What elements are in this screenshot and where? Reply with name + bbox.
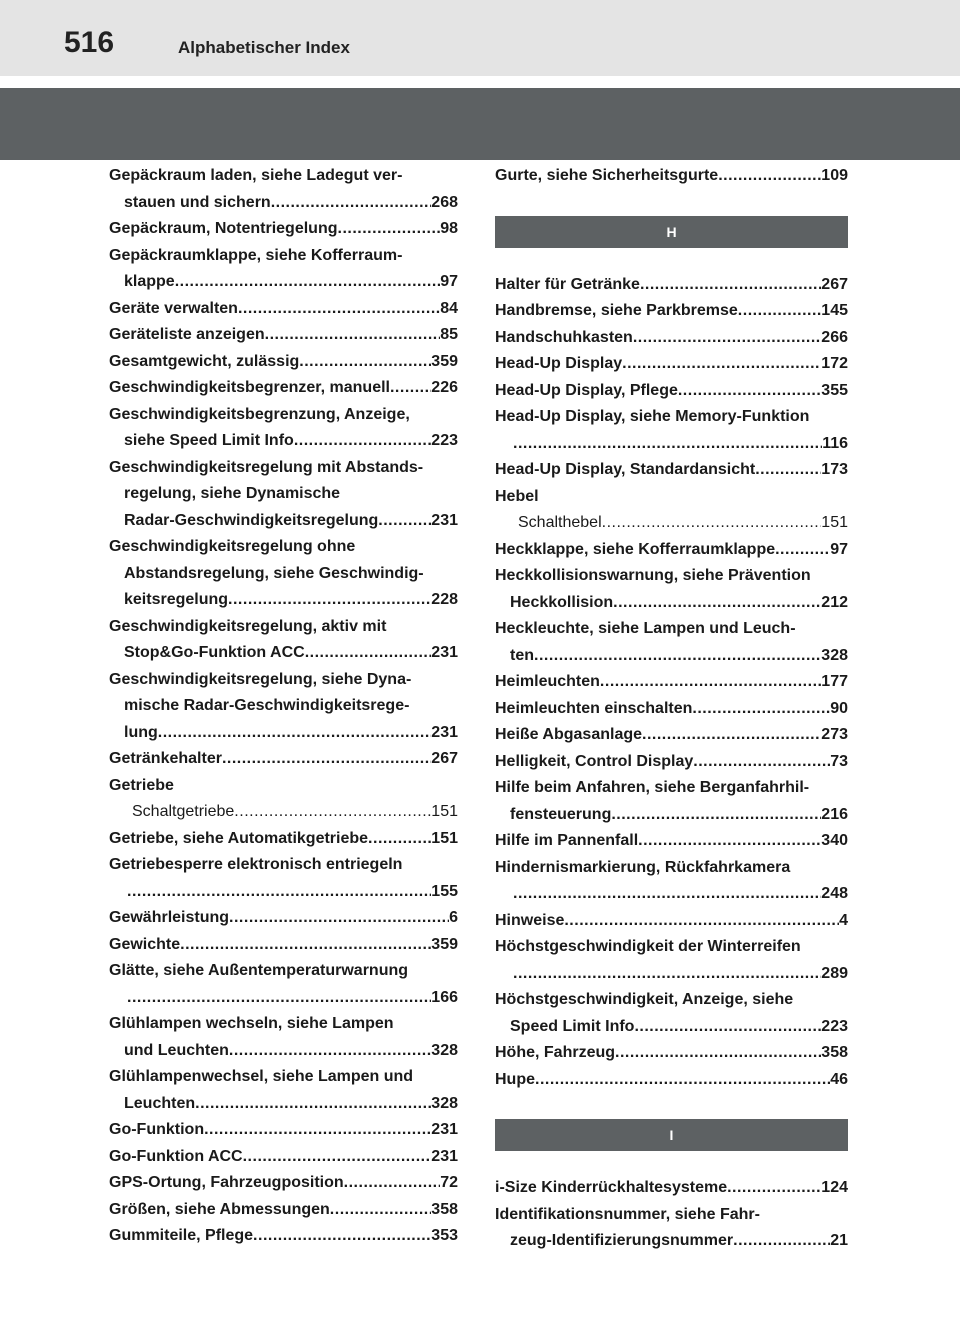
page-reference: 223 xyxy=(821,1017,848,1035)
page-reference: 72 xyxy=(440,1174,458,1191)
page-reference: 145 xyxy=(821,302,848,319)
index-entry-text: Größen, siehe Abmessungen xyxy=(109,1200,330,1218)
index-entry-text: Heimleuchten xyxy=(495,673,600,690)
index-entry-line xyxy=(495,431,848,458)
page-reference: 267 xyxy=(431,750,458,767)
page-reference: 328 xyxy=(431,1094,458,1112)
index-entry-line: Geschwindigkeitsregelung mit Abstands- xyxy=(109,458,424,476)
dot-leader xyxy=(693,749,830,776)
dot-leader xyxy=(175,269,441,296)
index-entry-text: stauen und sichern xyxy=(124,193,271,211)
index-section-i xyxy=(495,1175,848,1255)
index-entry-text: Speed Limit Info xyxy=(510,1017,635,1035)
index-entry-line xyxy=(109,1117,458,1144)
index-entry-line xyxy=(109,985,458,1012)
index-entry-line xyxy=(109,1170,458,1197)
index-entry-line xyxy=(495,1014,848,1041)
dot-leader xyxy=(564,908,839,935)
index-entry-line xyxy=(495,325,848,352)
index-entry-line: Geschwindigkeitsregelung, aktiv mit xyxy=(109,617,387,635)
page-reference: 84 xyxy=(440,299,458,317)
index-entry-text: Getriebe, siehe Automatikgetriebe xyxy=(109,829,369,847)
page-reference: 353 xyxy=(431,1227,458,1244)
page-reference: 358 xyxy=(431,1200,458,1218)
index-entry-text: Getränkehalter xyxy=(109,750,222,767)
index-entry-text: Handschuhkasten xyxy=(495,328,633,346)
index-entry-line xyxy=(109,428,458,455)
index-entry-line xyxy=(109,216,458,243)
page-reference: 151 xyxy=(821,514,848,531)
page-reference: 231 xyxy=(431,723,458,741)
page-reference: 359 xyxy=(431,935,458,953)
page-reference: 73 xyxy=(830,752,848,770)
dot-leader xyxy=(513,961,821,988)
index-entry-line xyxy=(109,1197,458,1224)
index-entry-line xyxy=(495,1228,848,1255)
index-entry-text: Hilfe im Pannenfall xyxy=(495,832,639,849)
index-entry-line xyxy=(495,828,848,855)
index-entry-line xyxy=(495,298,848,325)
page-reference: 97 xyxy=(440,273,458,290)
index-entry-text: Leuchten xyxy=(124,1094,196,1112)
index-entry-line xyxy=(109,322,458,349)
page-reference: 231 xyxy=(431,511,458,529)
index-entry-line: mische Radar-Geschwindigkeitsrege- xyxy=(124,697,410,714)
dot-leader xyxy=(638,828,821,855)
dot-leader xyxy=(390,375,431,402)
index-column-right xyxy=(495,163,848,1255)
dot-leader xyxy=(602,510,822,537)
page-reference: 98 xyxy=(440,220,458,237)
index-entry-line xyxy=(495,802,848,829)
index-entry-line xyxy=(495,908,848,935)
dot-leader xyxy=(344,1170,441,1197)
index-entry-line: Gepäckraum laden, siehe Ladegut ver- xyxy=(109,167,403,184)
index-entry-text: Gewährleistung xyxy=(109,909,230,926)
index-entry-text: siehe Speed Limit Info xyxy=(124,432,294,449)
index-entry-line xyxy=(109,879,458,906)
index-entry-line xyxy=(495,457,848,484)
index-entry-line xyxy=(495,1040,848,1067)
dot-leader xyxy=(733,1228,830,1255)
index-entry-line: Höchstgeschwindigkeit der Winterreifen xyxy=(495,938,801,955)
index-entry-line: Geschwindigkeitsbegrenzung, Anzeige, xyxy=(109,405,410,423)
page-reference: 359 xyxy=(431,352,458,370)
index-entry-line: Höchstgeschwindigkeit, Anzeige, siehe xyxy=(495,991,794,1008)
index-entry-line xyxy=(109,1144,458,1171)
index-entry-text: Handbremse, siehe Parkbremse xyxy=(495,302,738,319)
index-section-g-continued xyxy=(495,163,848,190)
dot-leader xyxy=(634,1014,821,1041)
index-entry-line xyxy=(495,881,848,908)
index-entry-line xyxy=(109,826,458,853)
index-entry-text: Head-Up Display, Pflege xyxy=(495,381,678,399)
page-reference: 231 xyxy=(431,1147,458,1165)
index-entry-line: Hebel xyxy=(495,487,539,505)
page-reference: 151 xyxy=(431,803,458,820)
dot-leader xyxy=(633,325,821,352)
index-entry-text: fensteuerung xyxy=(510,805,612,823)
index-entry-line xyxy=(109,1223,458,1250)
index-entry-line: Heckkollisionswarnung, siehe Prävention xyxy=(495,567,811,584)
dot-leader xyxy=(238,296,440,323)
index-entry-line xyxy=(109,296,458,323)
index-entry-line: Identifikationsnummer, siehe Fahr- xyxy=(495,1205,760,1223)
index-entry-line xyxy=(109,932,458,959)
page-reference: 216 xyxy=(821,805,848,823)
index-section-h xyxy=(495,272,848,1094)
index-entry-line: Getriebe xyxy=(109,776,174,794)
dot-leader xyxy=(228,587,431,614)
index-entry-text: Gepäckraum, Notentriegelung xyxy=(109,220,338,237)
page-reference: 21 xyxy=(830,1232,848,1249)
index-entry-line: regelung, siehe Dynamische xyxy=(124,485,341,502)
index-entry-line: Hindernismarkierung, Rückfahrkamera xyxy=(495,858,791,876)
page-reference: 228 xyxy=(431,591,458,608)
index-entry-line xyxy=(495,1067,848,1094)
index-entry-text: Heiße Abgasanlage xyxy=(495,726,643,743)
dot-leader xyxy=(513,431,822,458)
index-entry-line: Geschwindigkeitsregelung ohne xyxy=(109,538,356,555)
index-entry-text: Gesamtgewicht, zulässig xyxy=(109,352,300,370)
index-column-left xyxy=(109,163,458,1250)
index-entry-line xyxy=(495,351,848,378)
index-entry-line xyxy=(109,587,458,614)
index-entry-line xyxy=(109,375,458,402)
index-entry-text: Stop&Go-Funktion ACC xyxy=(124,644,305,661)
page-reference: 355 xyxy=(821,381,848,399)
dot-leader xyxy=(718,163,821,190)
dot-leader xyxy=(534,643,821,670)
index-entry-text: Gewichte xyxy=(109,935,181,953)
dot-leader xyxy=(642,722,821,749)
index-entry-line: Glühlampenwechsel, siehe Lampen und xyxy=(109,1068,414,1085)
dot-leader xyxy=(294,428,431,455)
index-entry-text: Heckklappe, siehe Kofferraumklappe xyxy=(495,540,776,558)
dot-leader xyxy=(180,932,431,959)
index-entry-line xyxy=(495,537,848,564)
dot-leader xyxy=(222,746,431,773)
page-reference: 85 xyxy=(440,326,458,343)
index-entry-line xyxy=(109,746,458,773)
page-reference: 4 xyxy=(839,911,848,929)
page-reference: 358 xyxy=(821,1044,848,1061)
dot-leader xyxy=(600,669,821,696)
index-entry-text: Geräte verwalten xyxy=(109,299,238,317)
index-entry-text: klappe xyxy=(124,273,175,290)
dot-leader xyxy=(195,1091,431,1118)
index-entry-line xyxy=(495,163,848,190)
dot-leader xyxy=(513,881,821,908)
dot-leader xyxy=(692,696,830,723)
index-entry-line xyxy=(109,1091,458,1118)
page-reference: 109 xyxy=(821,167,848,184)
index-entry-line: Glätte, siehe Außentemperaturwarnung xyxy=(109,962,409,979)
index-entry-text: Head-Up Display xyxy=(495,355,623,372)
index-entry-text: GPS-Ortung, Fahrzeugposition xyxy=(109,1174,344,1191)
index-entry-line xyxy=(495,749,848,776)
dot-leader xyxy=(229,905,449,932)
index-entry-text: Hinweise xyxy=(495,911,565,929)
index-entry-text: Radar-Geschwindigkeitsregelung xyxy=(124,511,379,529)
page-reference: 173 xyxy=(821,461,848,478)
index-entry-text: Go-Funktion ACC xyxy=(109,1147,243,1165)
index-entry-line: Glühlampen wechseln, siehe Lampen xyxy=(109,1015,394,1032)
page-reference: 223 xyxy=(431,432,458,449)
dot-leader xyxy=(299,349,431,376)
index-entry-text: i-Size Kinderrückhaltesysteme xyxy=(495,1179,728,1196)
dot-leader xyxy=(204,1117,431,1144)
index-entry-line xyxy=(109,720,458,747)
index-entry-text: Hupe xyxy=(495,1070,535,1088)
index-entry-line xyxy=(495,669,848,696)
page-reference: 268 xyxy=(431,193,458,211)
index-entry-line xyxy=(109,640,458,667)
dot-leader xyxy=(271,190,432,217)
dot-leader xyxy=(368,826,431,853)
index-entry-line xyxy=(109,508,458,535)
index-entry-text: Heckkollision xyxy=(510,593,614,611)
index-entry-line xyxy=(495,961,848,988)
section-header-h: H xyxy=(495,216,848,248)
dot-leader xyxy=(755,457,821,484)
index-subentry xyxy=(109,799,458,826)
page-reference: 248 xyxy=(821,885,848,902)
header-band xyxy=(0,0,960,76)
index-entry-line xyxy=(495,1175,848,1202)
index-entry-text: Geräteliste anzeigen xyxy=(109,326,265,343)
index-entry-line xyxy=(109,190,458,217)
index-entry-line: Hilfe beim Anfahren, siehe Berganfahrhil- xyxy=(495,779,810,796)
page-reference: 90 xyxy=(830,699,848,717)
index-entry-line: Geschwindigkeitsregelung, siehe Dyna- xyxy=(109,670,412,688)
page-reference: 340 xyxy=(821,832,848,849)
dot-leader xyxy=(127,985,431,1012)
index-entry-line: Getriebesperre elektronisch entriegeln xyxy=(109,856,403,873)
index-entry-line xyxy=(495,696,848,723)
index-entry-text: Höhe, Fahrzeug xyxy=(495,1044,616,1061)
index-entry-line xyxy=(109,1038,458,1065)
page-reference: 231 xyxy=(431,1121,458,1138)
index-entry-text: Helligkeit, Control Display xyxy=(495,752,694,770)
dot-leader xyxy=(738,298,822,325)
page-reference: 231 xyxy=(431,644,458,661)
dot-leader xyxy=(229,1038,431,1065)
index-entry-text: Go-Funktion xyxy=(109,1121,205,1138)
dot-leader xyxy=(234,799,431,826)
index-entry-text: lung xyxy=(124,723,158,741)
index-entry-text: ten xyxy=(510,646,534,664)
dot-leader xyxy=(330,1197,432,1224)
page-number: 516 xyxy=(64,26,115,59)
dot-leader xyxy=(622,351,821,378)
dot-leader xyxy=(640,272,821,299)
index-entry-text: Head-Up Display, Standardansicht xyxy=(495,461,756,478)
index-entry-text: Gurte, siehe Sicherheitsgurte xyxy=(495,167,719,184)
page-reference: 226 xyxy=(431,379,458,396)
dot-leader xyxy=(158,720,432,747)
index-entry-text: keitsregelung xyxy=(124,591,229,608)
page-reference: 328 xyxy=(431,1041,458,1059)
page-reference: 124 xyxy=(821,1179,848,1196)
index-entry-text: Geschwindigkeitsbegrenzer, manuell xyxy=(109,379,390,396)
index-entry-line xyxy=(495,590,848,617)
dot-leader xyxy=(378,508,431,535)
index-entry-line xyxy=(495,272,848,299)
index-entry-line xyxy=(495,378,848,405)
section-header-i: I xyxy=(495,1119,848,1151)
dot-leader xyxy=(611,802,821,829)
page-reference: 151 xyxy=(431,829,458,847)
page-reference: 177 xyxy=(821,673,848,690)
page-reference: 328 xyxy=(821,646,848,664)
dot-leader xyxy=(305,640,432,667)
index-entry-line xyxy=(109,269,458,296)
dot-leader xyxy=(535,1067,830,1094)
index-subentry-text: Schaltgetriebe xyxy=(132,803,235,820)
index-entry-line: Head-Up Display, siehe Memory-Funktion xyxy=(495,408,810,425)
page-reference: 116 xyxy=(822,434,848,452)
page-reference: 6 xyxy=(449,909,458,926)
index-entry-text: Gummiteile, Pflege xyxy=(109,1227,254,1244)
page-title: Alphabetischer Index xyxy=(178,38,350,57)
page-reference: 97 xyxy=(830,540,848,558)
page-reference: 266 xyxy=(821,328,848,346)
page-reference: 166 xyxy=(431,988,458,1006)
page-reference: 267 xyxy=(821,275,848,293)
page-reference: 155 xyxy=(431,882,458,900)
index-entry-line: Abstandsregelung, siehe Geschwindig- xyxy=(124,564,424,582)
index-entry-text: Heimleuchten einschalten xyxy=(495,699,693,717)
page-reference: 212 xyxy=(821,593,848,611)
dot-leader xyxy=(338,216,441,243)
index-entry-line xyxy=(495,643,848,670)
index-entry-line: Heckleuchte, siehe Lampen und Leuch- xyxy=(495,620,796,637)
page-reference: 273 xyxy=(821,726,848,743)
dot-leader xyxy=(243,1144,432,1171)
dot-leader xyxy=(253,1223,431,1250)
index-subentry-text: Schalthebel xyxy=(518,514,602,531)
dot-leader xyxy=(678,378,821,405)
dot-leader xyxy=(613,590,821,617)
dot-leader xyxy=(727,1175,821,1202)
index-entry-line xyxy=(109,905,458,932)
index-entry-text: und Leuchten xyxy=(124,1041,229,1059)
dot-leader xyxy=(265,322,441,349)
index-entry-line xyxy=(495,722,848,749)
dot-leader xyxy=(775,537,830,564)
page-reference: 46 xyxy=(830,1070,848,1088)
index-entry-text: zeug-Identifizierungsnummer xyxy=(510,1232,734,1249)
index-entry-line: Gepäckraumklappe, siehe Kofferraum- xyxy=(109,246,403,264)
dot-leader xyxy=(615,1040,821,1067)
index-entry-line xyxy=(109,349,458,376)
decorative-band xyxy=(0,88,960,160)
index-entry-text: Halter für Getränke xyxy=(495,275,640,293)
dot-leader xyxy=(127,879,431,906)
page-reference: 172 xyxy=(821,355,848,372)
page-reference: 289 xyxy=(821,964,848,982)
index-subentry xyxy=(495,510,848,537)
